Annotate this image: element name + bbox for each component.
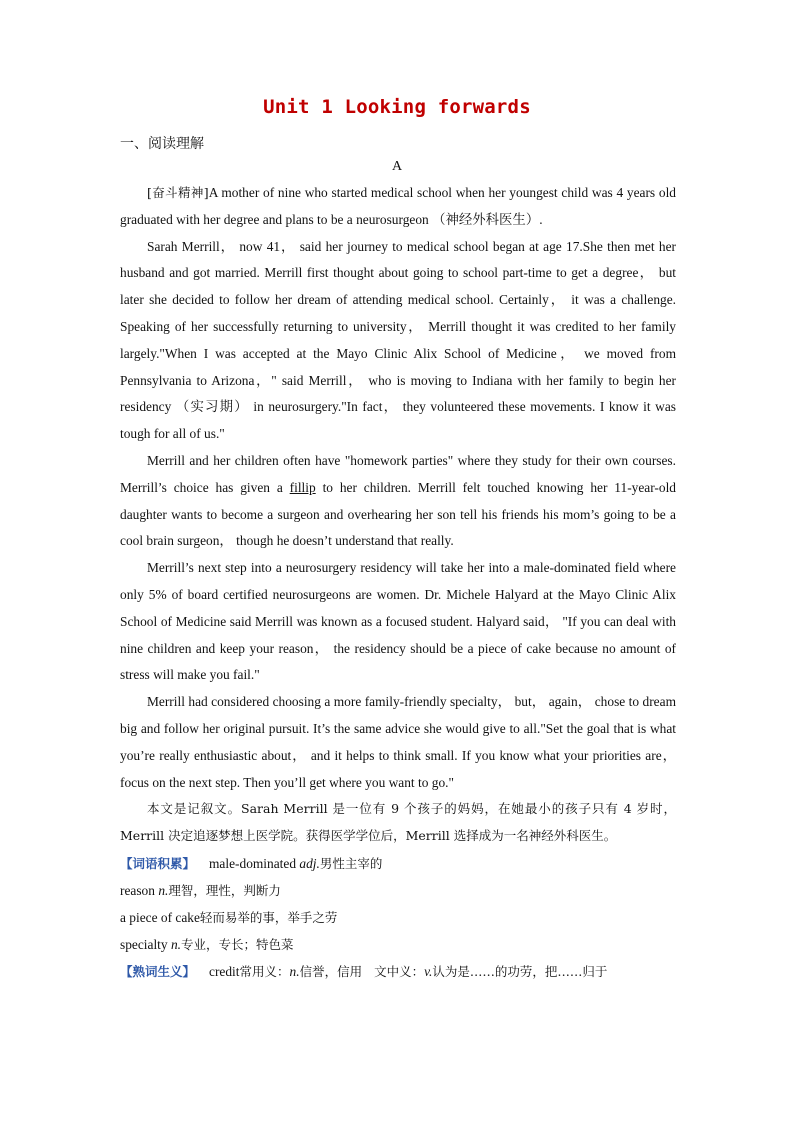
summary: 本文是记叙文。Sarah Merrill 是一位有 9 个孩子的妈妈，在她最小的孩子只有 4 岁时，Merrill 决定追逐梦想上医学院。获得医学学位后，Merrill 选择成为一名神经外科医生。 <box>120 801 676 844</box>
paragraph-3-text-b: to her children. Merrill felt touched knowing her 11-year-old daughter wants to become a surgeon and overhearing her son tell his friends his mom’s going to be a cool brain surgeon， though he doesn’t understand that really. <box>120 479 676 549</box>
shuci-label: 【熟词生义】 <box>120 963 196 979</box>
vocab-line-2 <box>120 877 676 904</box>
vocab-pos: n. <box>158 882 169 898</box>
shuci-line <box>120 958 676 985</box>
vocab-line-3 <box>120 904 676 931</box>
page-title: Unit 1 Looking forwards <box>263 96 531 118</box>
shuci-context-pos: v. <box>424 963 433 979</box>
vocab-word: male-dominated <box>209 855 297 871</box>
theme-tag: [奋斗精神] <box>147 185 209 200</box>
vocab-line-4 <box>120 931 676 958</box>
paragraph-5: Merrill had considered choosing a more family-friendly specialty， but， again， chose to dream big and follow her original pursuit. It’s the same advice she would give to all."Set the goal that is what you’re really enthusiastic about， and it helps to think small. If you know what your priorities are， focus on the next step. Then you’ll get where you want to go." <box>120 694 676 790</box>
paragraph-4: Merrill’s next step into a neurosurgery residency will take her into a male-dominated field where only 5% of board certified neurosurgeons are women. Dr. Michele Halyard at the Mayo Clinic Alix School of Medicine said Merrill was known as a focused student. Halyard said， "If you can deal with nine children and keep your reason， the residency should be a piece of cake because no amount of stress will make you fail." <box>120 560 676 683</box>
vocab-word: a piece of cake <box>120 909 200 925</box>
shuci-common-meaning: 信誉，信用 <box>299 963 363 979</box>
vocab-meaning: 专业，专长；特色菜 <box>181 936 294 952</box>
section-heading: 一、阅读理解 <box>120 136 204 152</box>
vocab-meaning: 轻而易举的事，举手之劳 <box>199 909 338 925</box>
vocab-pos: adj. <box>299 855 320 871</box>
paragraph-3-text-a: Merrill and her children often have "homework parties" where they study for their own courses. Merrill’s choice has given a <box>120 452 676 495</box>
shuci-context-label: 文中义： <box>374 963 425 979</box>
shuci-common-label: 常用义： <box>239 963 290 979</box>
paragraph-2: Sarah Merrill， now 41， said her journey to medical school began at age 17.She then met her husband and got married. Merrill first thought about going to school part-time to get a degree， but later she decided to follow her dream of attending medical school. Certainly， it was a challenge. Speaking of her successfully returning to university， Merrill thought it was credited to her family largely."When I was accepted at the Mayo Clinic Alix School of Medicine， we moved from Pennsylvania to Arizona，" said Merrill， who is moving to Indiana with her family to begin her residency （实习期） in neurosurgery."In fact， they volunteered these movements. I know it was tough for all of us." <box>120 238 676 442</box>
vocab-meaning: 理智，理性，判断力 <box>168 882 281 898</box>
vocab-word: specialty <box>120 936 168 952</box>
shuci-word: credit <box>209 963 240 979</box>
passage-label: A <box>391 159 403 174</box>
shuci-common-pos: n. <box>289 963 300 979</box>
vocab-meaning: 男性主宰的 <box>319 855 383 871</box>
paragraph-1-text: A mother of nine who started medical school when her youngest child was 4 years old graduated with her degree and plans to be a neurosurgeon （神经外科医生）. <box>120 185 676 227</box>
vocab-pos: n. <box>170 936 181 952</box>
paragraph-1 <box>120 180 676 234</box>
article-body <box>120 180 676 985</box>
vocab-label: 【词语积累】 <box>120 855 196 871</box>
vocab-word: reason <box>120 882 155 898</box>
paragraph-3 <box>120 448 676 555</box>
vocab-line-1 <box>120 850 676 877</box>
shuci-context-meaning: 认为是……的功劳，把……归于 <box>432 963 608 979</box>
underlined-word: fillip <box>289 479 316 495</box>
